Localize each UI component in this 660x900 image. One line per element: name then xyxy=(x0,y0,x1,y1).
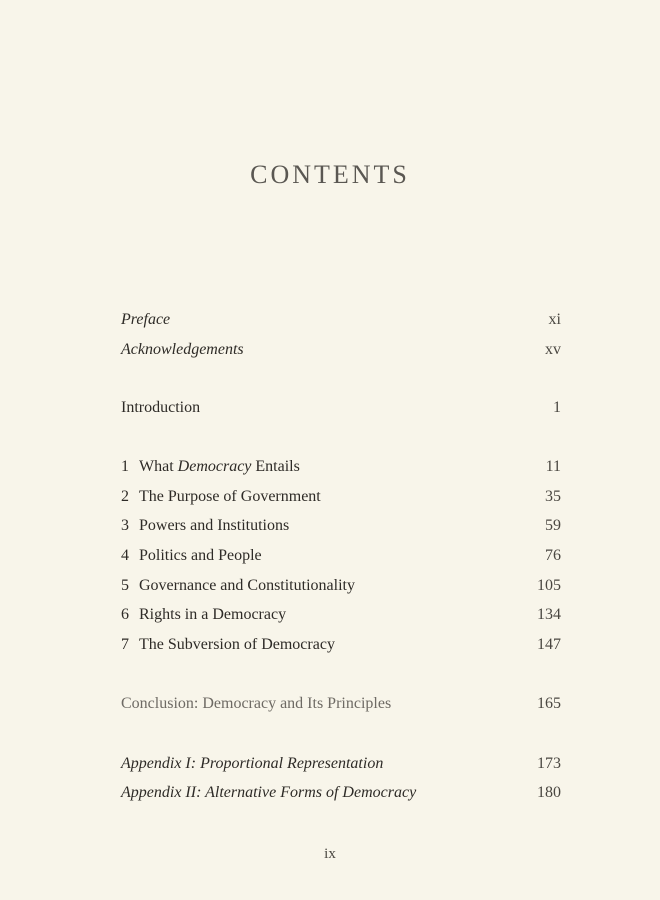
toc-entry-appendix-2 xyxy=(121,781,561,805)
toc-entry-title xyxy=(121,544,262,568)
toc-entry-title xyxy=(121,514,289,538)
chapter-title: Rights in a Democracy xyxy=(139,606,287,623)
toc-entry-title xyxy=(121,455,300,479)
page-folio: ix xyxy=(324,846,336,862)
toc-entry-chapter-1 xyxy=(121,455,561,479)
chapter-title: The Purpose of Government xyxy=(139,488,321,505)
chapter-number: 1 xyxy=(121,458,129,475)
toc-entry-page: 165 xyxy=(537,695,561,712)
chapter-number: 3 xyxy=(121,517,129,534)
chapter-number: 4 xyxy=(121,547,129,564)
toc-entry-page: 147 xyxy=(537,636,561,653)
chapter-number: 2 xyxy=(121,488,129,505)
contents-heading: CONTENTS xyxy=(250,160,410,189)
toc-entry-chapter-6 xyxy=(121,603,561,627)
chapter-title-part: What xyxy=(139,458,178,475)
toc-entry-conclusion xyxy=(121,692,561,716)
chapter-title-part: Entails xyxy=(251,458,300,475)
toc-entry-acknowledgements xyxy=(121,338,561,362)
toc-entry-page: xv xyxy=(545,341,561,358)
chapter-number: 7 xyxy=(121,636,129,653)
chapter-title: The Subversion of Democracy xyxy=(139,636,335,653)
toc-entry-page: 105 xyxy=(537,577,561,594)
toc-entry-title: Acknowledgements xyxy=(121,341,244,358)
toc-entry-chapter-5 xyxy=(121,574,561,598)
toc-entry-title: Introduction xyxy=(121,399,201,416)
toc-entry-page: 35 xyxy=(545,488,561,505)
toc-entry-title xyxy=(121,633,335,657)
toc-entry-chapter-2 xyxy=(121,485,561,509)
chapter-number: 5 xyxy=(121,577,129,594)
chapter-number: 6 xyxy=(121,606,129,623)
chapter-title-emphasis: Democracy xyxy=(177,458,252,475)
toc-entry-introduction xyxy=(121,396,561,420)
toc-entry-title: Appendix I: Proportional Representation xyxy=(121,755,384,772)
toc-entry-page: 76 xyxy=(545,547,561,564)
toc-entry-page: 11 xyxy=(545,458,561,475)
toc-entry-page: 173 xyxy=(537,755,561,772)
toc-entry-title: Preface xyxy=(121,311,171,328)
chapter-title: Powers and Institutions xyxy=(139,517,290,534)
toc-entry-chapter-3 xyxy=(121,514,561,538)
toc-entry-page: 59 xyxy=(545,517,561,534)
toc-entry-page: 180 xyxy=(537,784,561,801)
toc-entry-page: 134 xyxy=(537,606,561,623)
toc-entry-title: Conclusion: Democracy and Its Principles xyxy=(121,695,392,712)
toc-entry-title xyxy=(121,603,286,627)
toc-entry-page: 1 xyxy=(553,399,561,416)
toc-entry-preface xyxy=(121,308,561,332)
toc-entry-chapter-7 xyxy=(121,633,561,657)
toc-entry-page: xi xyxy=(548,311,561,328)
toc-entry-appendix-1 xyxy=(121,752,561,776)
toc-entry-title: Appendix II: Alternative Forms of Democracy xyxy=(121,784,417,801)
toc-entry-title xyxy=(121,574,355,598)
toc-entry-title xyxy=(121,485,321,509)
chapter-title: Politics and People xyxy=(139,547,262,564)
chapter-title: Governance and Constitutionality xyxy=(139,577,355,594)
toc-entry-chapter-4 xyxy=(121,544,561,568)
